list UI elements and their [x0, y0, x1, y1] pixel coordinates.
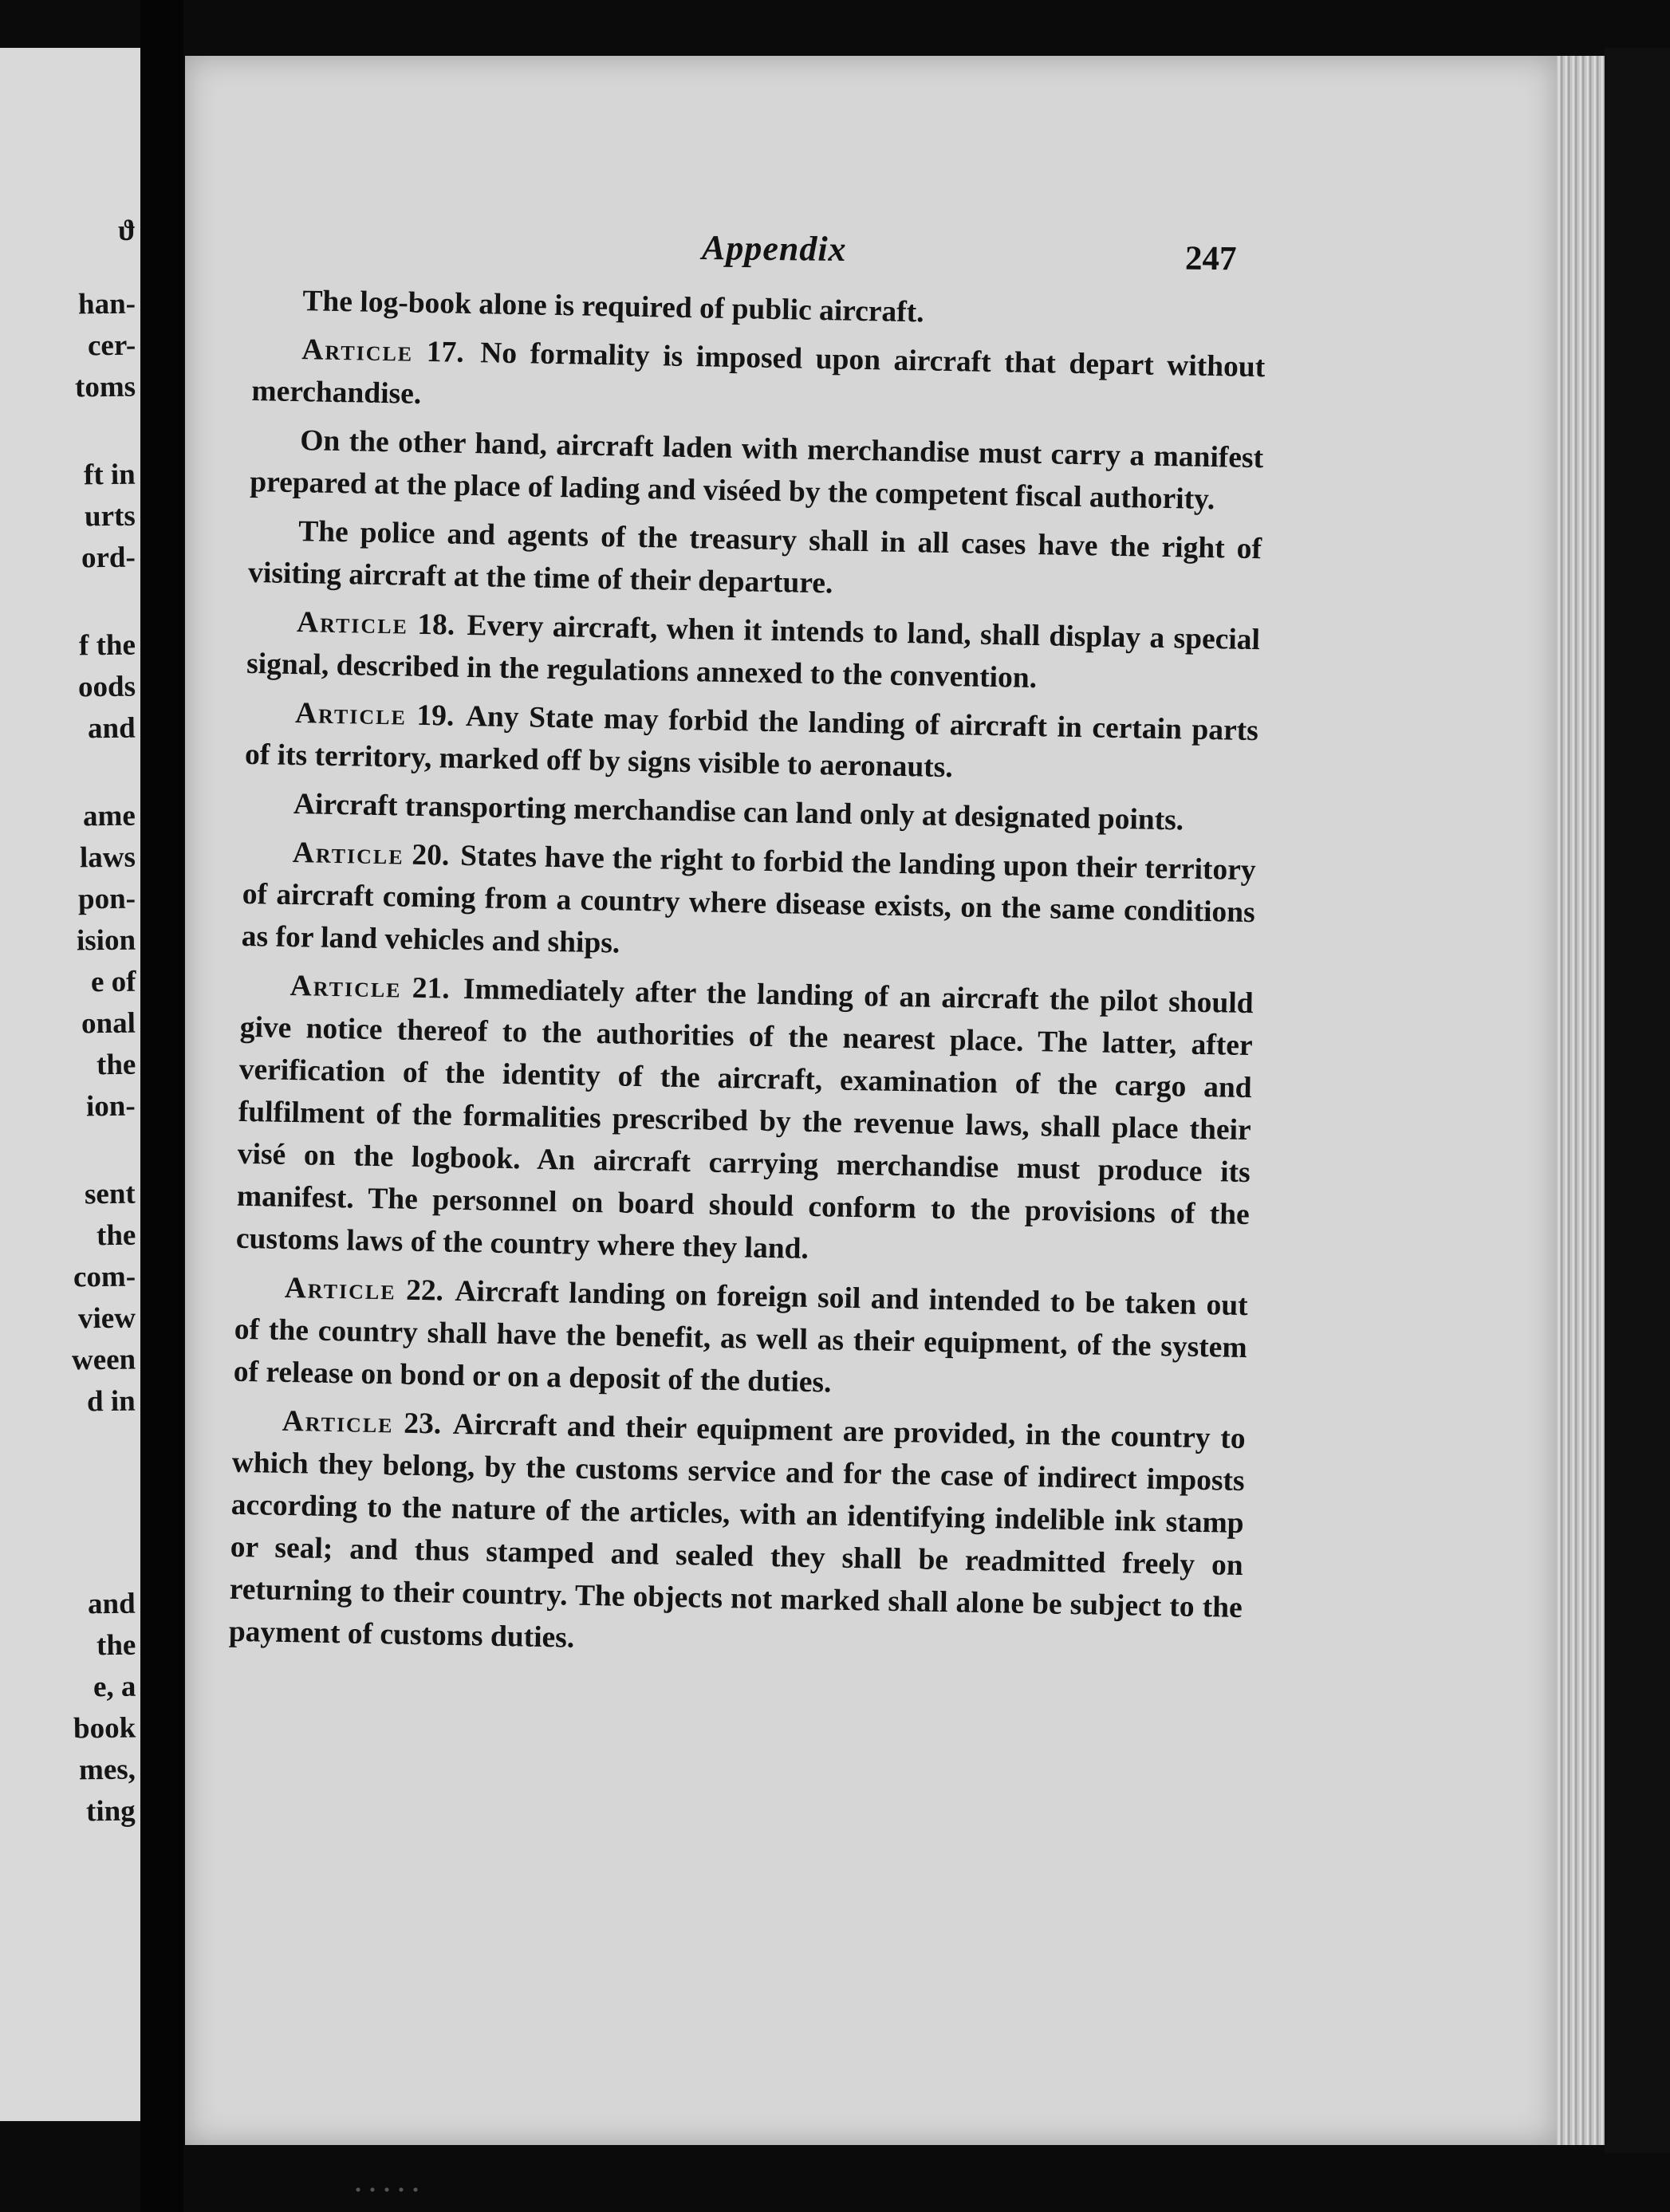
left-fragment: and: [88, 711, 136, 746]
article-label: Article: [301, 333, 414, 368]
article-paragraph: [235, 964, 1254, 1278]
paragraph-text: No formality is imposed upon aircraft that depart without merchandise.: [251, 337, 1266, 411]
left-fragment: e of: [90, 965, 136, 999]
left-fragment: cer-: [87, 329, 136, 363]
left-fragment: com-: [73, 1260, 136, 1294]
paragraph-text: The police and agents of the treasury shall in all cases have the right of visiting aircraft at the time of their departure.: [247, 515, 1262, 600]
left-fragment: ϑ: [117, 214, 136, 248]
article-number: 19.: [416, 699, 455, 733]
left-fragment: book: [73, 1711, 136, 1746]
article-paragraph: [245, 691, 1259, 794]
article-label: Article: [294, 697, 408, 732]
article-number: 23.: [403, 1407, 442, 1441]
left-fragment: ord-: [81, 541, 136, 575]
article-paragraph: [246, 600, 1261, 703]
left-fragment: sent: [85, 1177, 136, 1211]
article-paragraph: [228, 1399, 1246, 1671]
left-fragment: f the: [78, 628, 136, 663]
paragraph-text: States have the right to forbid the landing upon their territory of aircraft coming from a country where disease exists, on the same conditions as for land vehicles and ships.: [241, 839, 1257, 960]
article-paragraph: [241, 831, 1256, 976]
left-fragment: view: [77, 1301, 136, 1336]
paragraph-text: The log-book alone is required of public aircraft.: [302, 285, 924, 329]
left-fragment: and: [88, 1587, 136, 1621]
article-number: 20.: [412, 838, 450, 872]
left-fragment: mes,: [78, 1753, 136, 1787]
scan-background-edge: [1605, 48, 1670, 2153]
left-fragment: onal: [81, 1006, 136, 1041]
article-number: 17.: [426, 335, 465, 369]
left-fragment: oods: [77, 670, 136, 704]
running-head: Appendix: [701, 228, 847, 269]
page-number: 247: [1184, 239, 1237, 278]
left-facing-page: [0, 48, 140, 2121]
paragraph: [248, 510, 1262, 612]
left-fragment: pon-: [77, 882, 136, 916]
left-fragment: the: [96, 1048, 136, 1082]
article-label: Article: [292, 836, 405, 872]
left-fragment: ting: [86, 1794, 136, 1828]
left-fragment: the: [96, 1628, 136, 1663]
left-fragment: ision: [76, 923, 136, 958]
article-number: 22.: [405, 1273, 444, 1308]
article-paragraph: [251, 328, 1266, 431]
book-gutter: [140, 0, 183, 2212]
left-fragment: ft in: [84, 458, 136, 492]
page-edge-stack: [1557, 56, 1605, 2145]
paragraph-text: Aircraft transporting merchandise can land only at designated points.: [293, 788, 1184, 837]
left-fragment: ween: [71, 1343, 136, 1377]
article-number: 18.: [416, 608, 455, 642]
paragraph-text: Aircraft and their equipment are provided, in the country to which they belong, by the customs service and for the case of indirect imposts according to the nature of the articles, with an identifying indelible ink stamp or seal; and thus stamped and sealed they shall be readmitted freely on returning to their country. The objects not marked shall alone be subject to the payment of customs duties.: [228, 1407, 1246, 1655]
left-fragment: han-: [77, 287, 136, 321]
article-paragraph: [233, 1266, 1248, 1411]
body-text: [228, 279, 1266, 1678]
paragraph-text: Immediately after the landing of an aircraft the pilot should give notice thereof to the authorities of the nearest place. The latter, after verification of the identity of the aircraft, examination of the cargo and fulfilment of the formalities prescribed by the revenue laws, shall place their visé on the logbook. An aircraft carrying merchandise must produce its manifest. The personnel on board should conform to the provisions of the customs laws of the country where they land.: [235, 972, 1254, 1265]
paragraph-text: Any State may forbid the landing of aircraft in certain parts of its territory, marked off by signs visible to aeronauts.: [244, 699, 1259, 785]
article-label: Article: [296, 606, 409, 641]
left-fragment: urts: [85, 499, 136, 533]
left-fragment: d in: [87, 1384, 136, 1419]
left-fragment: e, a: [93, 1670, 136, 1704]
left-fragment: the: [96, 1218, 136, 1253]
scan-speck: [351, 2185, 423, 2194]
left-fragment: ame: [83, 799, 136, 833]
paragraph-text: Every aircraft, when it intends to land, shall display a special signal, described in the regulations annexed to the convention.: [246, 608, 1261, 695]
paragraph-text: On the other hand, aircraft laden with merchandise must carry a manifest prepared at the place of lading and viséed by the competent fiscal authority.: [249, 424, 1264, 517]
article-label: Article: [282, 1404, 394, 1440]
left-fragment: toms: [74, 370, 136, 404]
left-fragment: ion-: [86, 1089, 136, 1124]
paragraph: [250, 419, 1264, 522]
article-label: Article: [289, 969, 402, 1005]
article-label: Article: [284, 1271, 397, 1307]
article-number: 21.: [412, 971, 451, 1006]
paragraph-text: Aircraft landing on foreign soil and intended to be taken out of the country shall have the benefit, as well as their equipment, of the system of release on bond or on a deposit of the duties.: [233, 1274, 1248, 1399]
left-fragment: laws: [79, 840, 136, 875]
